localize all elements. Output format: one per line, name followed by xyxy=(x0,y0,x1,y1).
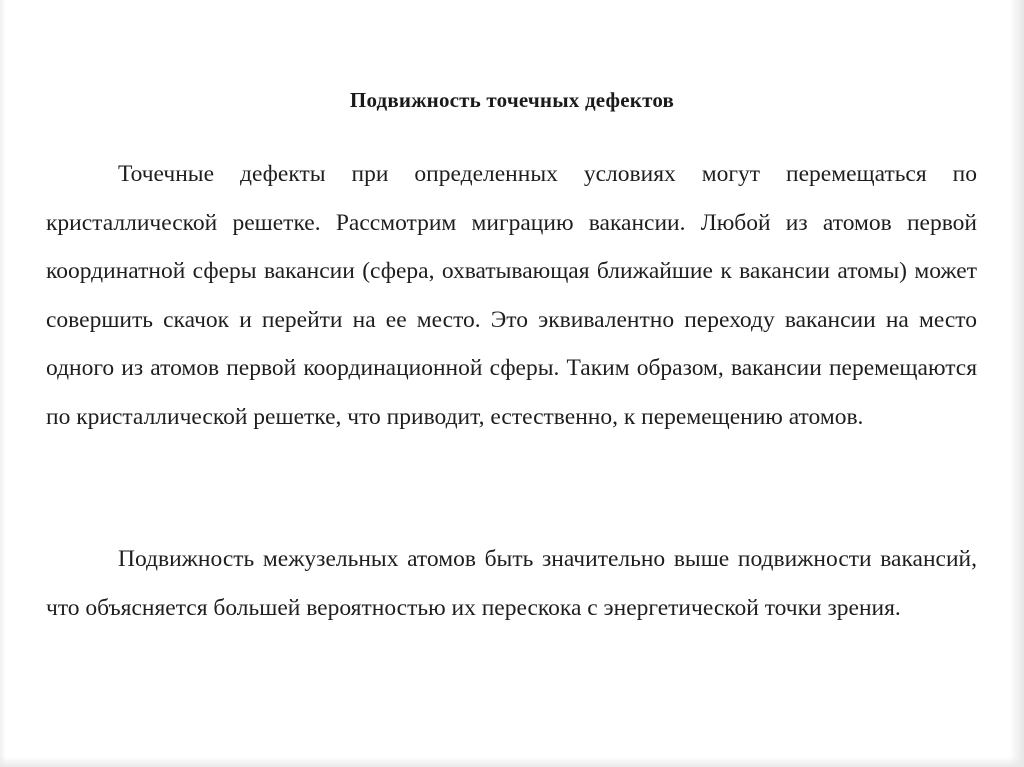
page-edge-right xyxy=(1010,0,1024,767)
paragraph-interstitial-mobility: Подвижность межузельных атомов быть значительно выше подвижности вакансий, что объясняется большей вероятностью их перескока с энергетической точки зрения. xyxy=(46,546,977,621)
page-edge-left xyxy=(0,0,6,767)
document-title: Подвижность точечных дефектов xyxy=(349,88,675,112)
paragraph-vacancy-migration: Точечные дефекты при определенных условиях могут перемещаться по кристаллической решетке. Рассмотрим миграцию вакансии. Любой из атомов первой координатной сферы вакансии (сфера, охватывающая ближайшие к вакансии атомы) может совершить скачок и перейти на ее место. Это эквивалентно переходу вакансии на место одного из атомов первой координационной сферы. Таким образом, вакансии перемещаются по кристаллической решетке, что приводит, естественно, к перемещению атомов. xyxy=(46,161,977,430)
page-edge-bottom xyxy=(0,757,1024,767)
